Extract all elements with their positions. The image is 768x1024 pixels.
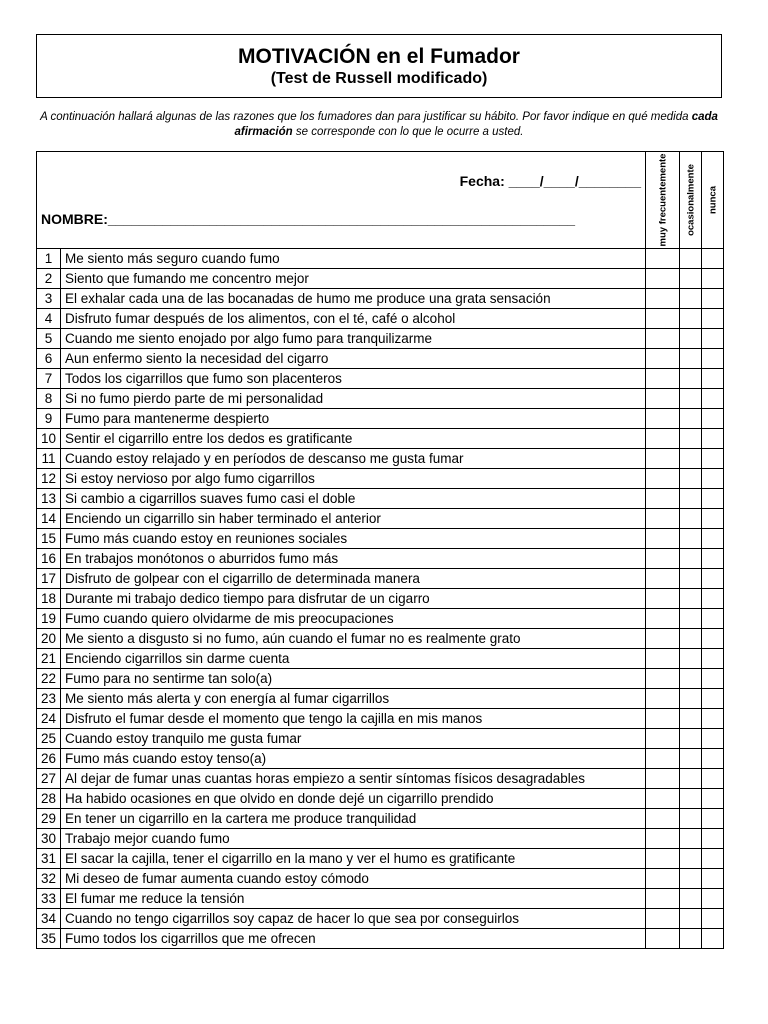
answer-cell-ocasionalmente[interactable] <box>680 729 702 749</box>
answer-cell-ocasionalmente[interactable] <box>680 349 702 369</box>
item-statement: Fumo para mantenerme despierto <box>61 409 646 429</box>
answer-cell-muy-frecuentemente[interactable] <box>646 889 680 909</box>
item-number: 15 <box>37 529 61 549</box>
answer-cell-nunca[interactable] <box>702 889 724 909</box>
item-statement: Mi deseo de fumar aumenta cuando estoy cómodo <box>61 869 646 889</box>
answer-cell-muy-frecuentemente[interactable] <box>646 409 680 429</box>
column-label-nunca: nunca <box>707 186 718 214</box>
item-statement: El fumar me reduce la tensión <box>61 889 646 909</box>
answer-cell-nunca[interactable] <box>702 509 724 529</box>
answer-cell-ocasionalmente[interactable] <box>680 869 702 889</box>
item-statement: Sentir el cigarrillo entre los dedos es gratificante <box>61 429 646 449</box>
answer-cell-ocasionalmente[interactable] <box>680 849 702 869</box>
answer-cell-ocasionalmente[interactable] <box>680 549 702 569</box>
answer-cell-nunca[interactable] <box>702 849 724 869</box>
answer-cell-nunca[interactable] <box>702 829 724 849</box>
name-field[interactable]: NOMBRE:____________________________________________________________ <box>41 211 576 227</box>
item-number: 30 <box>37 829 61 849</box>
item-statement: Fumo todos los cigarrillos que me ofrecen <box>61 929 646 949</box>
table-row <box>37 709 724 729</box>
table-row <box>37 769 724 789</box>
answer-cell-muy-frecuentemente[interactable] <box>646 569 680 589</box>
table-row <box>37 889 724 909</box>
item-statement: Fumo más cuando estoy en reuniones sociales <box>61 529 646 549</box>
header-info-cell <box>37 152 646 249</box>
table-row <box>37 289 724 309</box>
answer-cell-ocasionalmente[interactable] <box>680 909 702 929</box>
answer-cell-ocasionalmente[interactable] <box>680 529 702 549</box>
answer-cell-muy-frecuentemente[interactable] <box>646 789 680 809</box>
answer-cell-muy-frecuentemente[interactable] <box>646 489 680 509</box>
item-number: 8 <box>37 389 61 409</box>
table-row <box>37 789 724 809</box>
answer-cell-ocasionalmente[interactable] <box>680 289 702 309</box>
answer-cell-muy-frecuentemente[interactable] <box>646 509 680 529</box>
answer-cell-ocasionalmente[interactable] <box>680 629 702 649</box>
item-statement: Me siento más seguro cuando fumo <box>61 249 646 269</box>
item-number: 25 <box>37 729 61 749</box>
item-number: 4 <box>37 309 61 329</box>
table-row <box>37 829 724 849</box>
answer-cell-nunca[interactable] <box>702 789 724 809</box>
item-number: 17 <box>37 569 61 589</box>
column-label-ocasionalmente: ocasionalmente <box>685 164 696 236</box>
answer-cell-nunca[interactable] <box>702 929 724 949</box>
table-row <box>37 909 724 929</box>
answer-cell-muy-frecuentemente[interactable] <box>646 809 680 829</box>
answer-cell-ocasionalmente[interactable] <box>680 489 702 509</box>
answer-cell-nunca[interactable] <box>702 469 724 489</box>
item-statement: En trabajos monótonos o aburridos fumo más <box>61 549 646 569</box>
item-statement: Enciendo un cigarrillo sin haber terminado el anterior <box>61 509 646 529</box>
answer-cell-ocasionalmente[interactable] <box>680 449 702 469</box>
answer-cell-muy-frecuentemente[interactable] <box>646 649 680 669</box>
item-number: 2 <box>37 269 61 289</box>
item-statement: Disfruto fumar después de los alimentos, con el té, café o alcohol <box>61 309 646 329</box>
item-number: 31 <box>37 849 61 869</box>
answer-cell-ocasionalmente[interactable] <box>680 249 702 269</box>
answer-cell-nunca[interactable] <box>702 909 724 929</box>
table-row <box>37 589 724 609</box>
item-number: 34 <box>37 909 61 929</box>
answer-cell-nunca[interactable] <box>702 449 724 469</box>
column-header-muy-frecuentemente <box>646 152 680 249</box>
questionnaire-table <box>36 151 724 949</box>
table-row <box>37 329 724 349</box>
item-statement: Siento que fumando me concentro mejor <box>61 269 646 289</box>
answer-cell-muy-frecuentemente[interactable] <box>646 669 680 689</box>
answer-cell-muy-frecuentemente[interactable] <box>646 369 680 389</box>
answer-cell-nunca[interactable] <box>702 809 724 829</box>
answer-cell-muy-frecuentemente[interactable] <box>646 549 680 569</box>
answer-cell-nunca[interactable] <box>702 529 724 549</box>
answer-cell-muy-frecuentemente[interactable] <box>646 829 680 849</box>
table-row <box>37 849 724 869</box>
answer-cell-nunca[interactable] <box>702 609 724 629</box>
table-row <box>37 489 724 509</box>
answer-cell-ocasionalmente[interactable] <box>680 389 702 409</box>
item-number: 7 <box>37 369 61 389</box>
item-number: 13 <box>37 489 61 509</box>
table-row <box>37 469 724 489</box>
item-number: 14 <box>37 509 61 529</box>
answer-cell-nunca[interactable] <box>702 649 724 669</box>
item-number: 26 <box>37 749 61 769</box>
item-statement: Fumo más cuando estoy tenso(a) <box>61 749 646 769</box>
table-row <box>37 509 724 529</box>
answer-cell-muy-frecuentemente[interactable] <box>646 869 680 889</box>
item-statement: En tener un cigarrillo en la cartera me produce tranquilidad <box>61 809 646 829</box>
answer-cell-muy-frecuentemente[interactable] <box>646 709 680 729</box>
answer-cell-ocasionalmente[interactable] <box>680 709 702 729</box>
document-subtitle: (Test de Russell modificado) <box>270 70 488 87</box>
item-statement: Ha habido ocasiones en que olvido en donde dejé un cigarrillo prendido <box>61 789 646 809</box>
answer-cell-muy-frecuentemente[interactable] <box>646 609 680 629</box>
answer-cell-muy-frecuentemente[interactable] <box>646 629 680 649</box>
table-row <box>37 869 724 889</box>
answer-cell-nunca[interactable] <box>702 869 724 889</box>
item-statement: Cuando no tengo cigarrillos soy capaz de hacer lo que sea por conseguirlos <box>61 909 646 929</box>
answer-cell-ocasionalmente[interactable] <box>680 589 702 609</box>
answer-cell-nunca[interactable] <box>702 489 724 509</box>
answer-cell-nunca[interactable] <box>702 729 724 749</box>
item-statement: Cuando estoy relajado y en períodos de descanso me gusta fumar <box>61 449 646 469</box>
item-number: 24 <box>37 709 61 729</box>
answer-cell-ocasionalmente[interactable] <box>680 809 702 829</box>
header-row <box>37 152 724 249</box>
item-number: 28 <box>37 789 61 809</box>
answer-cell-ocasionalmente[interactable] <box>680 669 702 689</box>
answer-cell-ocasionalmente[interactable] <box>680 789 702 809</box>
item-number: 1 <box>37 249 61 269</box>
item-number: 33 <box>37 889 61 909</box>
answer-cell-nunca[interactable] <box>702 589 724 609</box>
answer-cell-muy-frecuentemente[interactable] <box>646 769 680 789</box>
answer-cell-nunca[interactable] <box>702 569 724 589</box>
answer-cell-muy-frecuentemente[interactable] <box>646 529 680 549</box>
column-header-ocasionalmente <box>680 152 702 249</box>
answer-cell-muy-frecuentemente[interactable] <box>646 269 680 289</box>
item-statement: Si cambio a cigarrillos suaves fumo casi el doble <box>61 489 646 509</box>
item-statement: Cuando me siento enojado por algo fumo para tranquilizarme <box>61 329 646 349</box>
answer-cell-muy-frecuentemente[interactable] <box>646 309 680 329</box>
answer-cell-nunca[interactable] <box>702 389 724 409</box>
date-field[interactable]: Fecha: ____/____/________ <box>459 173 641 189</box>
item-statement: Cuando estoy tranquilo me gusta fumar <box>61 729 646 749</box>
answer-cell-muy-frecuentemente[interactable] <box>646 729 680 749</box>
answer-cell-muy-frecuentemente[interactable] <box>646 249 680 269</box>
item-number: 29 <box>37 809 61 829</box>
item-statement: Enciendo cigarrillos sin darme cuenta <box>61 649 646 669</box>
table-row <box>37 689 724 709</box>
item-statement: Aun enfermo siento la necesidad del cigarro <box>61 349 646 369</box>
item-number: 32 <box>37 869 61 889</box>
item-statement: El sacar la cajilla, tener el cigarrillo en la mano y ver el humo es gratificante <box>61 849 646 869</box>
answer-cell-muy-frecuentemente[interactable] <box>646 429 680 449</box>
instructions <box>36 110 722 140</box>
item-statement: Si no fumo pierdo parte de mi personalidad <box>61 389 646 409</box>
answer-cell-nunca[interactable] <box>702 749 724 769</box>
column-label-muy-frecuentemente: muy frecuentemente <box>657 153 668 247</box>
item-statement: Disfruto el fumar desde el momento que tengo la cajilla en mis manos <box>61 709 646 729</box>
item-number: 22 <box>37 669 61 689</box>
instructions-part-2: se corresponde con lo que le ocurre a usted. <box>292 126 524 138</box>
item-number: 11 <box>37 449 61 469</box>
answer-cell-ocasionalmente[interactable] <box>680 689 702 709</box>
answer-cell-nunca[interactable] <box>702 289 724 309</box>
answer-cell-ocasionalmente[interactable] <box>680 929 702 949</box>
answer-cell-ocasionalmente[interactable] <box>680 649 702 669</box>
answer-cell-ocasionalmente[interactable] <box>680 829 702 849</box>
answer-cell-muy-frecuentemente[interactable] <box>646 749 680 769</box>
table-row <box>37 309 724 329</box>
answer-cell-muy-frecuentemente[interactable] <box>646 909 680 929</box>
table-row <box>37 449 724 469</box>
answer-cell-nunca[interactable] <box>702 709 724 729</box>
answer-cell-ocasionalmente[interactable] <box>680 749 702 769</box>
item-number: 9 <box>37 409 61 429</box>
answer-cell-muy-frecuentemente[interactable] <box>646 349 680 369</box>
item-statement: Fumo cuando quiero olvidarme de mis preocupaciones <box>61 609 646 629</box>
answer-cell-ocasionalmente[interactable] <box>680 889 702 909</box>
document-title: MOTIVACIÓN en el Fumador <box>238 45 520 68</box>
answer-cell-muy-frecuentemente[interactable] <box>646 389 680 409</box>
answer-cell-ocasionalmente[interactable] <box>680 769 702 789</box>
table-row <box>37 809 724 829</box>
answer-cell-nunca[interactable] <box>702 429 724 449</box>
answer-cell-muy-frecuentemente[interactable] <box>646 449 680 469</box>
answer-cell-ocasionalmente[interactable] <box>680 409 702 429</box>
item-number: 10 <box>37 429 61 449</box>
item-number: 21 <box>37 649 61 669</box>
answer-cell-muy-frecuentemente[interactable] <box>646 329 680 349</box>
item-number: 18 <box>37 589 61 609</box>
table-row <box>37 569 724 589</box>
table-row <box>37 629 724 649</box>
answer-cell-nunca[interactable] <box>702 689 724 709</box>
table-row <box>37 249 724 269</box>
answer-cell-ocasionalmente[interactable] <box>680 329 702 349</box>
table-row <box>37 729 724 749</box>
item-number: 12 <box>37 469 61 489</box>
item-number: 35 <box>37 929 61 949</box>
table-row <box>37 669 724 689</box>
item-statement: Todos los cigarrillos que fumo son placenteros <box>61 369 646 389</box>
answer-cell-muy-frecuentemente[interactable] <box>646 849 680 869</box>
answer-cell-ocasionalmente[interactable] <box>680 609 702 629</box>
answer-cell-ocasionalmente[interactable] <box>680 569 702 589</box>
answer-cell-nunca[interactable] <box>702 249 724 269</box>
instructions-part-1: A continuación hallará algunas de las razones que los fumadores dan para justificar su hábito. Por favor indique en qué medida <box>40 111 692 123</box>
item-number: 19 <box>37 609 61 629</box>
table-row <box>37 549 724 569</box>
answer-cell-ocasionalmente[interactable] <box>680 369 702 389</box>
table-row <box>37 389 724 409</box>
table-row <box>37 529 724 549</box>
item-number: 6 <box>37 349 61 369</box>
answer-cell-nunca[interactable] <box>702 329 724 349</box>
answer-cell-nunca[interactable] <box>702 309 724 329</box>
table-row <box>37 269 724 289</box>
table-row <box>37 649 724 669</box>
item-statement: Durante mi trabajo dedico tiempo para disfrutar de un cigarro <box>61 589 646 609</box>
answer-cell-muy-frecuentemente[interactable] <box>646 289 680 309</box>
table-row <box>37 429 724 449</box>
table-row <box>37 609 724 629</box>
table-row <box>37 749 724 769</box>
answer-cell-ocasionalmente[interactable] <box>680 309 702 329</box>
item-statement: Me siento a disgusto si no fumo, aún cuando el fumar no es realmente grato <box>61 629 646 649</box>
item-number: 5 <box>37 329 61 349</box>
answer-cell-muy-frecuentemente[interactable] <box>646 469 680 489</box>
item-number: 23 <box>37 689 61 709</box>
answer-cell-ocasionalmente[interactable] <box>680 429 702 449</box>
item-statement: Si estoy nervioso por algo fumo cigarrillos <box>61 469 646 489</box>
item-number: 27 <box>37 769 61 789</box>
table-row <box>37 409 724 429</box>
item-number: 3 <box>37 289 61 309</box>
item-statement: Al dejar de fumar unas cuantas horas empiezo a sentir síntomas físicos desagradables <box>61 769 646 789</box>
item-number: 20 <box>37 629 61 649</box>
answer-cell-nunca[interactable] <box>702 269 724 289</box>
item-statement: El exhalar cada una de las bocanadas de humo me produce una grata sensación <box>61 289 646 309</box>
answer-cell-nunca[interactable] <box>702 549 724 569</box>
title-box <box>36 34 722 98</box>
answer-cell-ocasionalmente[interactable] <box>680 269 702 289</box>
answer-cell-nunca[interactable] <box>702 629 724 649</box>
answer-cell-muy-frecuentemente[interactable] <box>646 689 680 709</box>
instructions-emphasis: cada afirmación <box>234 111 718 138</box>
answer-cell-nunca[interactable] <box>702 409 724 429</box>
item-statement: Disfruto de golpear con el cigarrillo de determinada manera <box>61 569 646 589</box>
item-statement: Me siento más alerta y con energía al fumar cigarrillos <box>61 689 646 709</box>
table-row <box>37 929 724 949</box>
answer-cell-nunca[interactable] <box>702 669 724 689</box>
table-row <box>37 369 724 389</box>
column-header-nunca <box>702 152 724 249</box>
answer-cell-ocasionalmente[interactable] <box>680 469 702 489</box>
table-row <box>37 349 724 369</box>
item-statement: Trabajo mejor cuando fumo <box>61 829 646 849</box>
answer-cell-muy-frecuentemente[interactable] <box>646 589 680 609</box>
answer-cell-nunca[interactable] <box>702 349 724 369</box>
answer-cell-nunca[interactable] <box>702 369 724 389</box>
item-statement: Fumo para no sentirme tan solo(a) <box>61 669 646 689</box>
item-number: 16 <box>37 549 61 569</box>
answer-cell-muy-frecuentemente[interactable] <box>646 929 680 949</box>
answer-cell-ocasionalmente[interactable] <box>680 509 702 529</box>
answer-cell-nunca[interactable] <box>702 769 724 789</box>
